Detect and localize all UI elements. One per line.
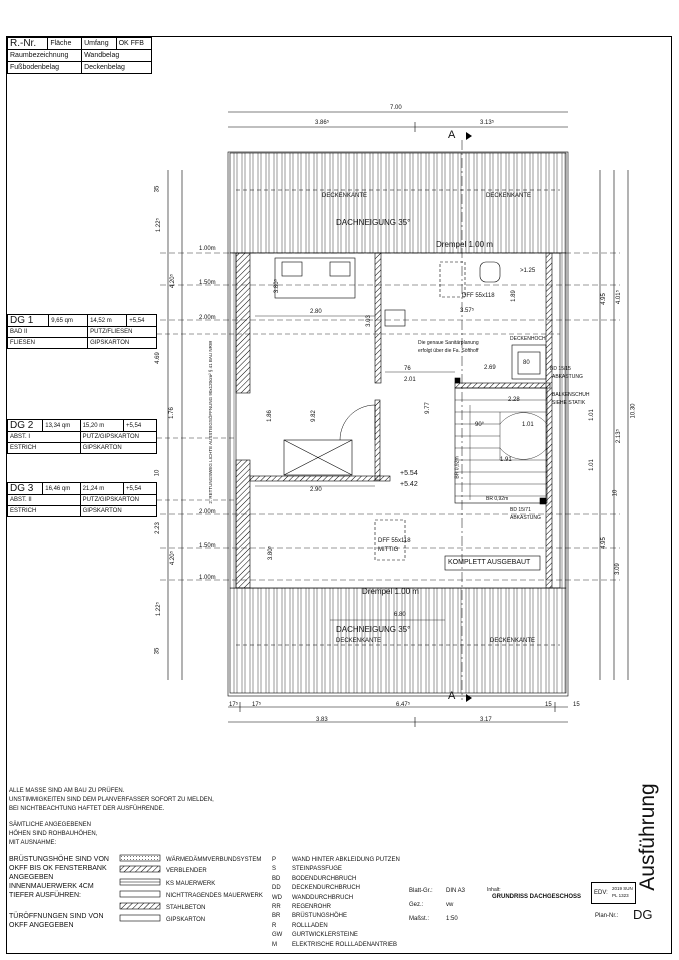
dim-101: 1.01 (522, 422, 534, 428)
edv-value-2: PL 1323 (612, 893, 629, 898)
dachneigung-bottom: DACHNEIGUNG 35° (336, 625, 411, 634)
room-name: ABST. II (8, 495, 81, 506)
room-wall: PUTZ/GIPSKARTON (80, 495, 156, 506)
abbreviation-text: STEINPASSFUGE (292, 866, 342, 873)
abbreviation-text: ELEKTRISCHE ROLLLADENANTRIEB (292, 941, 398, 948)
section-label-bottom: A (448, 690, 456, 702)
left-223: 2.23 (154, 522, 161, 534)
blatt-value: DIN A3 (446, 888, 466, 894)
massst-value: 1:50 (446, 916, 458, 922)
gez-value: vw (446, 902, 454, 908)
note-11: TIEFER AUSFÜHREN: (9, 892, 81, 899)
rafters-top (230, 153, 566, 253)
dim-303: 3.03 (365, 315, 372, 327)
legend-stahlbeton: STAHLBETON (166, 905, 206, 911)
room-id: DG 2 (8, 420, 43, 432)
mittig: MITTIG (378, 547, 399, 553)
abkastung: ABKASTUNG (552, 374, 583, 380)
abbreviation-text: REGENROHR (292, 904, 332, 910)
room-perimeter: 14,52 m (88, 315, 127, 327)
right-101-b: 1.01 (588, 459, 595, 471)
left-35b: 35 (154, 647, 161, 655)
bd-15-15: BD 15/15 (550, 366, 571, 372)
abbreviation-key: BD (272, 875, 281, 882)
br-092: BR 0,92m (454, 456, 461, 479)
room-id: DG 3 (8, 483, 43, 495)
dim-top-right: 3.13⁵ (480, 120, 495, 126)
inhalt-label: Inhalt: (487, 887, 501, 893)
dim-982: 9.82 (310, 410, 317, 422)
right-495b: 4.95 (600, 537, 607, 549)
room-floor: FLIESEN (8, 338, 88, 349)
abbreviation-key: GW (272, 932, 283, 939)
abbreviation-key: RR (272, 904, 281, 910)
abbreviation-key: S (272, 866, 277, 873)
bottom-right-dim: 3.17 (480, 717, 492, 723)
left-469: 4.69 (154, 352, 161, 364)
siehe-statik: SIEHE STATIK (552, 400, 586, 406)
plan-nr-value: DG (633, 907, 653, 922)
room-name: ABST. I (8, 432, 81, 443)
left-35a: 35 (154, 185, 161, 193)
ausfuehrung-stamp (628, 772, 668, 902)
blatt-label: Blatt-Gr.: (409, 888, 433, 894)
note-7: BRÜSTUNGSHÖHE SIND VON (9, 856, 109, 863)
dim-200m: 2.00m (199, 315, 216, 321)
legend-gipskarton: GIPSKARTON (166, 917, 206, 923)
dachneigung-top: DACHNEIGUNG 35° (336, 218, 411, 227)
bottom-mid-dim: 6.47⁵ (396, 702, 411, 708)
dim-977: 9.77 (424, 402, 431, 414)
room-ceiling: GIPSKARTON (88, 338, 157, 349)
room-floor: ESTRICH (8, 443, 81, 454)
massst-label: Maßst.: (409, 916, 430, 922)
bottom-left-dim: 3.83 (316, 717, 328, 723)
br-092b: BR 0,92m (486, 496, 509, 502)
abbreviation-key: BR (272, 913, 281, 920)
dim-150m-b: 1.50m (199, 543, 216, 549)
stamp-text: Ausführung (636, 783, 659, 891)
drempel-bottom: Drempel 1.00 m (362, 587, 419, 596)
komplett-ausgebaut: KOMPLETT AUSGEBAUT (448, 559, 531, 566)
dim-680: 6.80 (394, 612, 406, 618)
note-2: UNSTIMMIGKEITEN SIND DEM PLANVERFASSER SOFORT ZU MELDEN, (9, 797, 214, 803)
deckenkante-top-right: DECKENKANTE (486, 193, 532, 199)
section-arrow-top (466, 132, 472, 140)
dim-280: 2.80 (310, 309, 322, 315)
bottom-17b: 17⁵ (252, 702, 262, 708)
wall-left-upper (236, 253, 250, 393)
plan-nr-label: Plan-Nr.: (595, 913, 619, 919)
edv-label: EDV: (594, 890, 608, 896)
dim-228: 2.28 (508, 397, 520, 403)
abbreviation-text: GURTWICKLERSTEINE (292, 932, 358, 939)
room-level: +5,54 (127, 315, 157, 327)
deckenhoch: DECKENHOCH (510, 336, 546, 342)
right-309: 3.09 (614, 563, 621, 575)
room-floor: ESTRICH (8, 506, 81, 517)
wall-bath-bedroom (375, 253, 381, 383)
rafters-right (560, 253, 566, 588)
room-area: 16,46 qm (43, 483, 80, 495)
dim-200m-b: 2.00m (199, 509, 216, 515)
note-8: OKFF BIS OK FENSTERBANK (9, 865, 107, 872)
legend-nichttragend: NICHTTRAGENDES MAUERWERK (166, 893, 263, 899)
rafters-left (230, 253, 236, 588)
sanitaer-note-1: Die genaue Sanitärplanung (418, 340, 479, 346)
left-420b: 4.20⁵ (170, 550, 177, 566)
left-122a: 1.22⁵ (156, 217, 163, 233)
deckenkante-bottom-left: DECKENKANTE (336, 638, 382, 644)
inhalt-value: GRUNDRISS DACHGESCHOSS (492, 894, 582, 900)
header-raumbezeichnung: Raumbezeichnung (8, 50, 82, 62)
dim-90: 90° (475, 422, 485, 428)
dim-150m: 1.50m (199, 280, 216, 286)
room-ceiling: GIPSKARTON (80, 443, 156, 454)
note-3: BEI NICHTBEACHTUNG HAFTET DER AUSFÜHRENDE. (9, 806, 165, 812)
left-176: 1.76 (168, 407, 175, 419)
legend-ks-mauerwerk: KS MAUERWERK (166, 881, 216, 887)
bottom-15b: 15 (573, 702, 580, 708)
right-495a: 4.95 (600, 293, 607, 305)
room-perimeter: 21,24 m (80, 483, 123, 495)
dim-357: 3.57⁵ (460, 308, 475, 314)
room-name: BAD II (8, 327, 88, 338)
header-flaeche: Fläche (48, 38, 82, 50)
abbreviation-text: WANDDURCHBRUCH (292, 894, 354, 901)
abbreviation-key: P (272, 857, 277, 863)
left-10: 10 (154, 469, 161, 477)
note-12: TÜRÖFFNUNGEN SIND VON (9, 913, 104, 920)
room-level: +5,54 (124, 420, 157, 432)
bottom-15a: 15 (545, 702, 552, 708)
edv-value-1: 2019 SUN (612, 886, 633, 891)
left-122b: 1.22⁵ (156, 601, 163, 617)
right-1030: 10.30 (630, 403, 637, 419)
drempel-top: Drempel 1.00 m (436, 240, 493, 249)
abbreviation-key: DD (272, 885, 281, 892)
dff-bottom: DFF 55x118 (378, 538, 411, 544)
dim-total-top: 7.00 (390, 105, 402, 111)
header-fussbodenbelag: Fußbodenbelag (8, 62, 82, 74)
right-213: 2.13⁵ (616, 428, 623, 444)
dim-top-left: 3.86⁵ (315, 120, 330, 126)
header-okffb: OK FFB (116, 38, 151, 50)
legend-waermedaemm: WÄRMEDÄMMVERBUNDSYSTEM (166, 857, 262, 863)
note-9: ANGEGEBEN (9, 874, 54, 881)
wall-left-lower (236, 460, 250, 588)
room-area: 13,34 qm (43, 420, 80, 432)
bd-15-71: BD 15/71 (510, 507, 531, 513)
legend-verblender: VERBLENDER (166, 868, 207, 874)
abbreviation-text: WAND HINTER ABKLEIDUNG PUTZEN (292, 857, 400, 863)
header-wandbelag: Wandbelag (82, 50, 152, 62)
sanitaer-note-2: erfolgt über die Fa. Söfthoff (418, 348, 479, 354)
header-umfang: Umfang (82, 38, 117, 50)
room-id: DG 1 (8, 315, 49, 327)
room-perimeter: 15,20 m (80, 420, 123, 432)
dim-80: 80 (523, 360, 530, 366)
section-arrow-bottom (466, 694, 472, 702)
dim-201: 2.01 (404, 377, 416, 383)
header-deckenbelag: Deckenbelag (82, 62, 152, 74)
dim-125: >1.25 (520, 268, 536, 274)
gez-label: Gez.: (409, 902, 424, 908)
left-420a: 4.20⁵ (170, 273, 177, 289)
dim-191: 1.91 (500, 457, 512, 463)
abbreviation-text: BRÜSTUNGSHÖHE (292, 913, 348, 920)
note-1: ALLE MASSE SIND AM BAU ZU PRÜFEN. (9, 788, 125, 794)
right-10: 10 (612, 489, 619, 497)
abbreviation-key: R (272, 922, 277, 929)
deckenkante-top-left: DECKENKANTE (322, 193, 368, 199)
room-level: +5,54 (124, 483, 157, 495)
right-401: 4.01⁵ (616, 289, 623, 305)
section-label-top: A (448, 129, 456, 141)
right-101: 1.01 (588, 409, 595, 421)
note-13: OKFF ANGEGEBEN (9, 922, 74, 929)
wall-stair-top (455, 383, 550, 388)
room-wall: PUTZ/GIPSKARTON (80, 432, 156, 443)
room-ceiling: GIPSKARTON (80, 506, 156, 517)
dim-100m-b: 1.00m (199, 575, 216, 581)
abbreviation-text: ROLLLADEN (292, 922, 328, 929)
rettungsweg-note: 2. RETTUNGSWEG LICHTE AUSSTIEGSÖFFNUNG 90x120cm² § 41 BAU NRW (208, 340, 214, 504)
dim-269: 2.69 (484, 365, 496, 371)
header-rnr: R.-Nr. (8, 38, 48, 50)
dim-76: 76 (404, 366, 411, 372)
note-6: MIT AUSNAHME: (9, 840, 57, 846)
level-542: +5.42 (400, 481, 418, 488)
dim-186: 1.86 (266, 410, 273, 422)
abbreviation-key: WD (272, 894, 282, 901)
wall-mid (375, 400, 380, 480)
abbreviation-text: BODENDURCHBRUCH (292, 875, 357, 882)
level-554: +5.54 (400, 470, 418, 477)
abbreviation-key: M (272, 941, 277, 948)
dim-380-top: 3.80⁵ (274, 278, 281, 294)
abbreviation-text: DECKENDURCHBRUCH (292, 885, 361, 892)
bottom-17a: 17⁵ (229, 702, 239, 708)
wall-corridor (250, 476, 390, 481)
note-4: SÄMTLICHE ANGEGEBENEN (9, 822, 92, 828)
room-wall: PUTZ/FLIESEN (88, 327, 157, 338)
abkastung-2: ABKASTUNG (510, 515, 541, 521)
dim-100m: 1.00m (199, 246, 216, 252)
dim-380-bottom: 3.80⁵ (268, 545, 275, 561)
balkenschuh: BALKENSCHUH (552, 392, 590, 398)
note-10: INNENMAUERWERK 4CM (9, 883, 94, 890)
dim-189: 1.89 (510, 290, 517, 302)
note-5: HÖHEN SIND ROHBAUHÖHEN, (9, 831, 98, 837)
room-area: 9,65 qm (49, 315, 88, 327)
dim-290: 2.90 (310, 487, 322, 493)
dff-top: DFF 55x118 (462, 293, 495, 299)
deckenkante-bottom-right: DECKENKANTE (490, 638, 536, 644)
